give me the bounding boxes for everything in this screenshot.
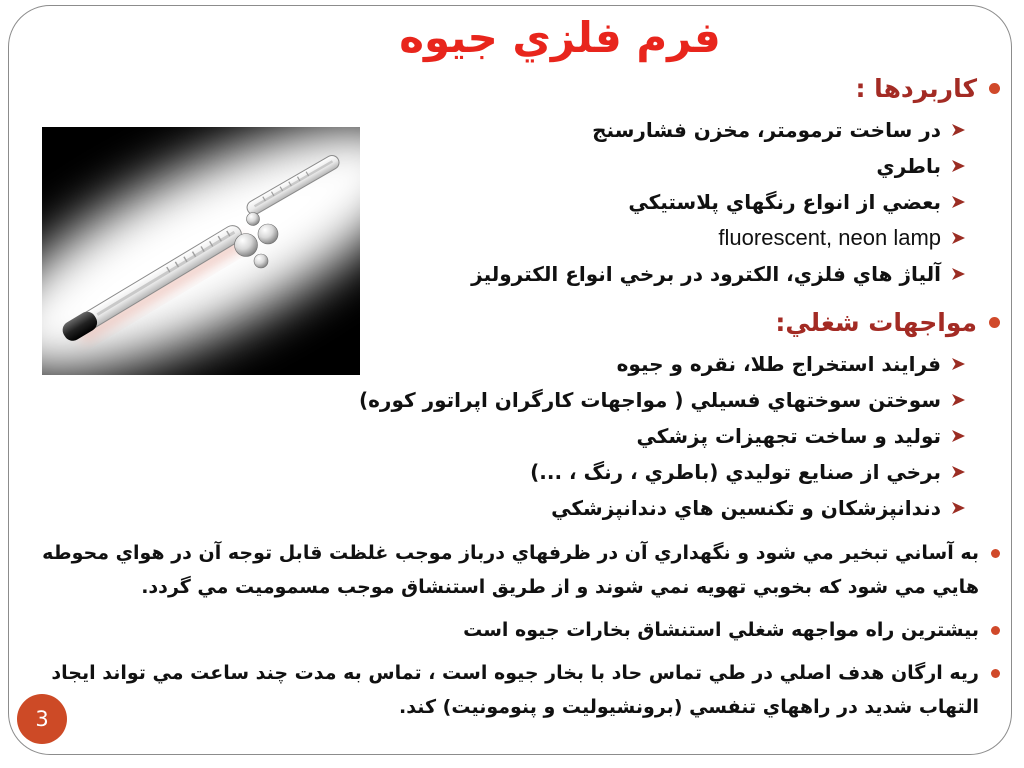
paragraph-text: ريه ارگان هدف اصلي در طي تماس حاد با بخار جيوه است ، تماس به مدت چند ساعت مي تواند ايجاد التهاب شديد در راههاي تنفسي (برونشيوليت و پنومونيت) کند. [51, 662, 979, 718]
list-item [20, 220, 966, 256]
arrow-bullet-icon [951, 393, 966, 407]
bullet-dot-icon [991, 549, 1000, 558]
list-item-text: باطري [876, 154, 941, 178]
list-item [20, 382, 966, 418]
slide-body [20, 70, 1000, 733]
applications-list [20, 112, 966, 292]
paragraph [20, 656, 1000, 724]
arrow-bullet-icon [951, 159, 966, 173]
list-item-text: سوختن سوختهاي فسيلي ( مواجهات کارگران اپراتور کوره) [358, 388, 941, 412]
list-item [20, 184, 966, 220]
bullet-dot-icon [989, 317, 1000, 328]
list-item [20, 454, 966, 490]
page-number-badge: 3 [17, 694, 67, 744]
paragraph-text: به آساني تبخير مي شود و نگهداري آن در ظرفهاي درباز موجب غلظت قابل توجه آن در هواي محوطه هايي مي شود که بخوبي تهويه نمي شوند و از طريق استنشاق موجب مسموميت مي گردد. [42, 542, 979, 598]
paragraph [20, 613, 1000, 647]
list-item [20, 418, 966, 454]
arrow-bullet-icon [951, 465, 966, 479]
list-item [20, 490, 966, 526]
list-item-text: بعضي از انواع رنگهاي پلاستيکي [628, 190, 941, 214]
list-item [20, 346, 966, 382]
list-item-text: fluorescent, neon lamp [718, 225, 941, 250]
arrow-bullet-icon [951, 357, 966, 371]
bullet-dot-icon [991, 626, 1000, 635]
arrow-bullet-icon [951, 195, 966, 209]
list-item [20, 256, 966, 292]
arrow-bullet-icon [951, 267, 966, 281]
list-item [20, 112, 966, 148]
paragraph [20, 536, 1000, 604]
list-item-text: برخي از صنايع توليدي (باطري ، رنگ ، ...) [530, 460, 941, 484]
slide-title: فرم فلزي جيوه [399, 13, 721, 62]
bullet-dot-icon [989, 83, 1000, 94]
section-heading-text: مواجهات شغلي: [775, 307, 977, 337]
bullet-dot-icon [991, 669, 1000, 678]
arrow-bullet-icon [951, 231, 966, 245]
section-heading-applications [20, 70, 1000, 106]
exposures-list [20, 346, 966, 526]
list-item-text: آلياژ هاي فلزي، الکترود در برخي انواع الکتروليز [471, 262, 941, 286]
section-heading-text: کاربردها : [855, 73, 977, 103]
list-item-text: توليد و ساخت تجهيزات پزشکي [636, 424, 941, 448]
list-item-text: در ساخت ترمومتر، مخزن فشارسنج [592, 118, 941, 142]
arrow-bullet-icon [951, 123, 966, 137]
list-item-text: دندانپزشکان و تکنسين هاي دندانپزشکي [551, 496, 941, 520]
arrow-bullet-icon [951, 429, 966, 443]
arrow-bullet-icon [951, 501, 966, 515]
section-heading-exposures [20, 304, 1000, 340]
list-item [20, 148, 966, 184]
list-item-text: فرايند استخراج طلا، نقره و جيوه [616, 352, 941, 376]
notes-paragraphs [20, 536, 1000, 724]
paragraph-text: بيشترين راه مواجهه شغلي استنشاق بخارات جيوه است [463, 619, 979, 641]
